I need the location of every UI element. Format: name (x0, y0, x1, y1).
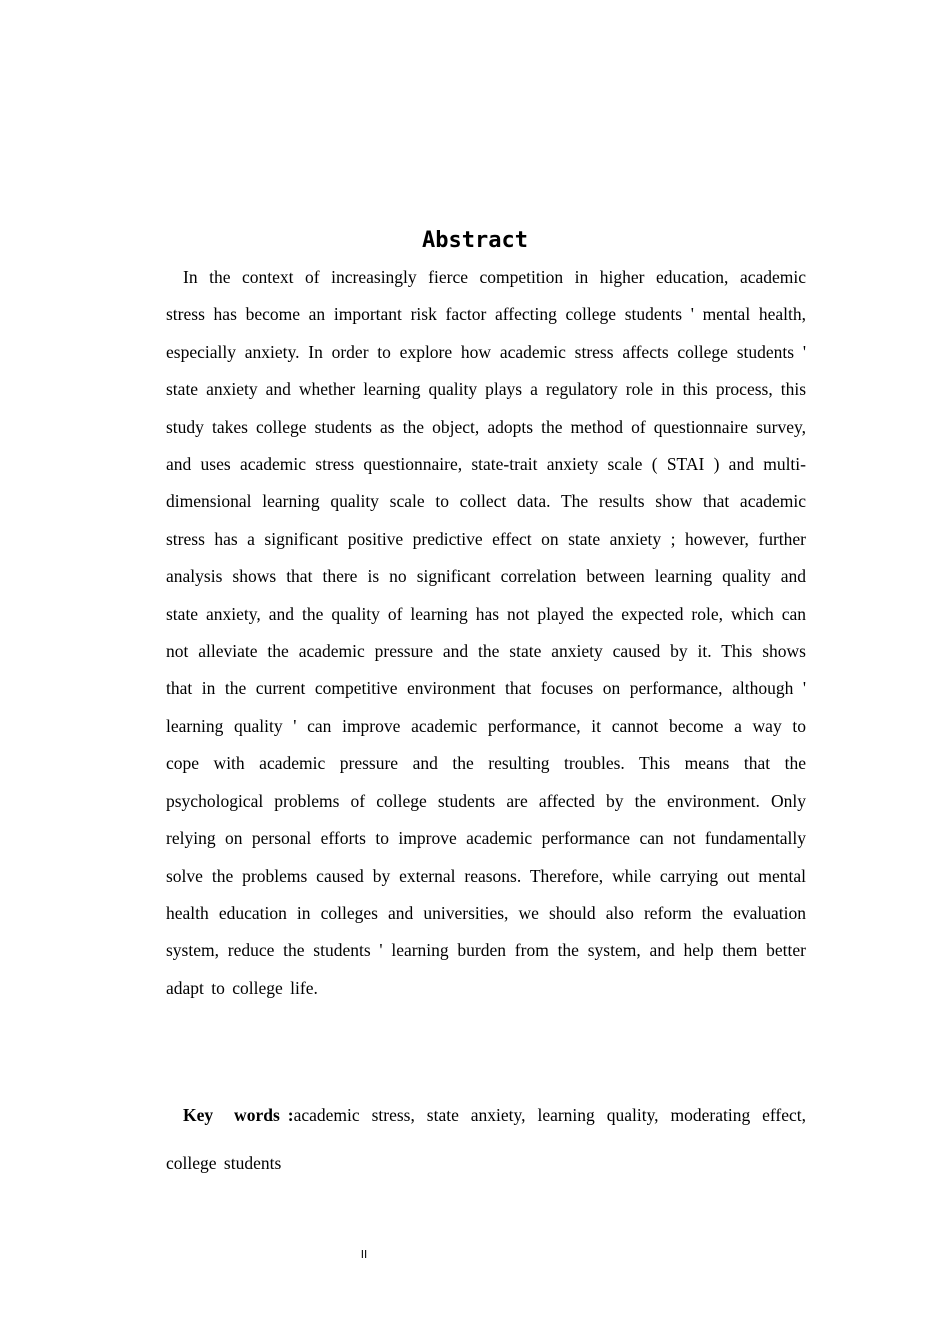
abstract-body: In the context of increasingly fierce competition in higher education, academic stress has become an important risk factor affecting college students ' mental health, especially anxiety. In order to explore how academic stress affects college students ' state anxiety and whether learning quality plays a regulatory role in this process, this study takes college students as the object, adopts the method of questionnaire survey, and uses academic stress questionnaire, state-trait anxiety scale ( STAI ) and multi-dimensional learning quality scale to collect data. The results show that academic stress has a significant positive predictive effect on state anxiety ; however, further analysis shows that there is no significant correlation between learning quality and state anxiety, and the quality of learning has not played the expected role, which can not alleviate the academic pressure and the state anxiety caused by it. This shows that in the current competitive environment that focuses on performance, although ' learning quality ' can improve academic performance, it cannot become a way to cope with academic pressure and the resulting troubles. This means that the psychological problems of college students are affected by the environment. Only relying on personal efforts to improve academic performance can not fundamentally solve the problems caused by external reasons. Therefore, while carrying out mental health education in colleges and universities, we should also reform the evaluation system, reduce the students ' learning burden from the system, and help them better adapt to college life. (166, 267, 806, 998)
keywords-list: academic stress, state anxiety, learning quality, moderating effect, college students (166, 1105, 806, 1173)
keywords-label: Key words (183, 1105, 280, 1125)
keywords-colon: : (287, 1105, 294, 1125)
page-number: II (360, 1248, 368, 1261)
keywords-paragraph (166, 1091, 806, 1187)
abstract-title: Abstract (422, 228, 528, 253)
